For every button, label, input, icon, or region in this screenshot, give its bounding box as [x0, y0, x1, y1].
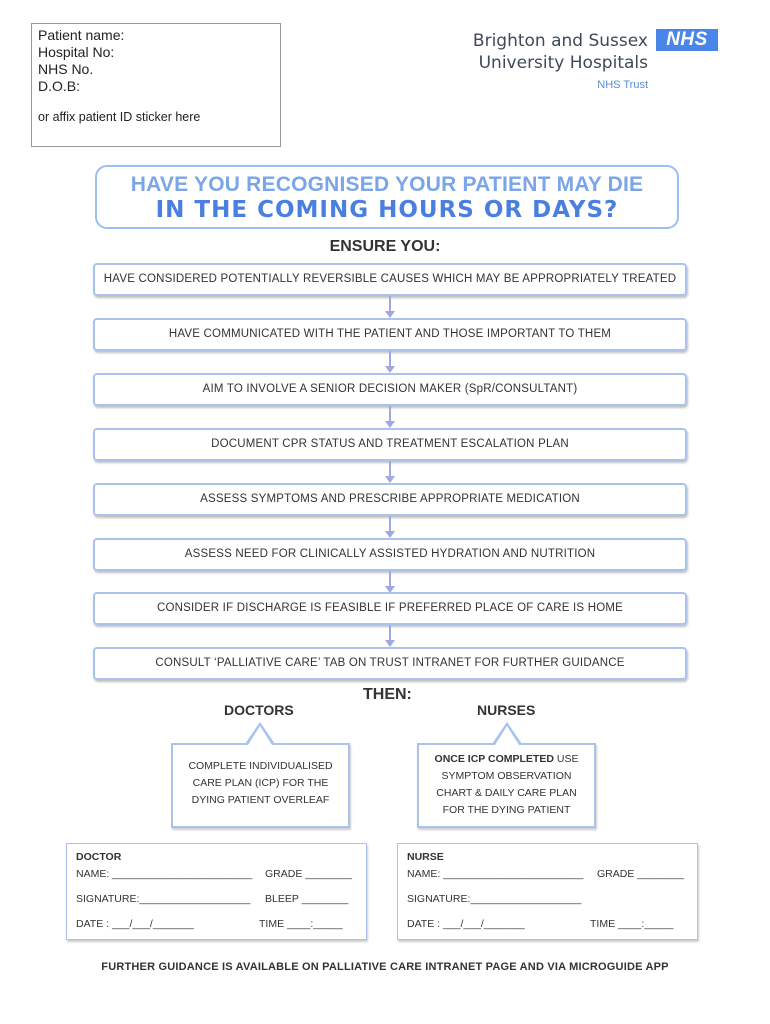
sticker-instruction: or affix patient ID sticker here — [38, 110, 201, 124]
brand-trust — [597, 77, 648, 91]
down-arrow-icon — [385, 421, 395, 428]
step-box: DOCUMENT CPR STATUS AND TREATMENT ESCALATION PLAN — [93, 428, 687, 461]
nurse-instruction-line: CHART & DAILY CARE PLAN — [436, 787, 577, 799]
patient-name-label: Patient name: — [38, 27, 125, 43]
nurse-signature-field[interactable]: SIGNATURE:___________________ — [407, 893, 582, 905]
brand-line-2: University Hospitals — [478, 53, 648, 73]
nurse-grade-field[interactable]: GRADE ________ — [597, 868, 684, 880]
step-box: ASSESS SYMPTOMS AND PRESCRIBE APPROPRIATE MEDICATION — [93, 483, 687, 516]
step-connector — [389, 296, 391, 312]
nurse-signoff-box — [397, 843, 698, 940]
doctor-callout-pointer-fill — [248, 726, 272, 745]
doctor-bleep-field[interactable]: BLEEP ________ — [265, 893, 349, 905]
dob-label: D.O.B: — [38, 78, 81, 94]
down-arrow-icon — [385, 531, 395, 538]
hospital-brand — [473, 30, 648, 74]
nurse-instruction-box — [417, 743, 596, 828]
step-connector — [389, 571, 391, 587]
doctor-name-field[interactable]: NAME: ________________________ — [76, 868, 253, 880]
step-box: CONSIDER IF DISCHARGE IS FEASIBLE IF PREFERRED PLACE OF CARE IS HOME — [93, 592, 687, 625]
nurse-instruction-line: FOR THE DYING PATIENT — [442, 804, 571, 816]
nurse-instruction-bold: ONCE ICP COMPLETED — [434, 753, 554, 765]
down-arrow-icon — [385, 311, 395, 318]
nurse-callout-pointer-fill — [495, 726, 519, 745]
headline-line-1: HAVE YOU RECOGNISED YOUR PATIENT MAY DIE — [130, 173, 644, 196]
patient-id-box[interactable] — [31, 23, 281, 147]
step-box: HAVE CONSIDERED POTENTIALLY REVERSIBLE CAUSES WHICH MAY BE APPROPRIATELY TREATED — [93, 263, 687, 296]
nhs-no-label: NHS No. — [38, 61, 94, 77]
step-box: ASSESS NEED FOR CLINICALLY ASSISTED HYDRATION AND NUTRITION — [93, 538, 687, 571]
doctor-signoff-box — [66, 843, 367, 940]
down-arrow-icon — [385, 476, 395, 483]
step-box: CONSULT ‘PALLIATIVE CARE’ TAB ON TRUST INTRANET FOR FURTHER GUIDANCE — [93, 647, 687, 680]
nurse-signoff-title: NURSE — [407, 851, 444, 863]
doctor-instruction-line: COMPLETE INDIVIDUALISED — [188, 760, 333, 772]
step-connector — [389, 625, 391, 641]
doctors-heading: DOCTORS — [224, 702, 294, 718]
doctor-time-field[interactable]: TIME ____:_____ — [259, 918, 343, 930]
nurse-instruction-rest: USE — [553, 753, 579, 765]
step-box: HAVE COMMUNICATED WITH THE PATIENT AND THOSE IMPORTANT TO THEM — [93, 318, 687, 351]
step-connector — [389, 461, 391, 477]
step-box: AIM TO INVOLVE A SENIOR DECISION MAKER (SpR/CONSULTANT) — [93, 373, 687, 406]
step-connector — [389, 516, 391, 532]
nurse-time-field[interactable]: TIME ____:_____ — [590, 918, 674, 930]
doctor-grade-field[interactable]: GRADE ________ — [265, 868, 352, 880]
nurse-instruction-line: SYMPTOM OBSERVATION — [441, 770, 572, 782]
down-arrow-icon — [385, 640, 395, 647]
headline-box — [95, 165, 679, 229]
nurse-name-field[interactable]: NAME: ________________________ — [407, 868, 584, 880]
nhs-logo: NHS — [656, 29, 718, 51]
nurses-heading: NURSES — [477, 702, 536, 718]
doctor-signoff-title: DOCTOR — [76, 851, 122, 863]
brand-trust-label: NHS Trust — [597, 79, 648, 91]
nurse-date-field[interactable]: DATE : ___/___/_______ — [407, 918, 525, 930]
hospital-no-label: Hospital No: — [38, 44, 115, 60]
doctor-signature-field[interactable]: SIGNATURE:___________________ — [76, 893, 251, 905]
doctor-date-field[interactable]: DATE : ___/___/_______ — [76, 918, 194, 930]
nurse-instruction-line-1 — [419, 751, 594, 768]
then-heading: THEN: — [363, 686, 412, 703]
step-connector — [389, 406, 391, 422]
down-arrow-icon — [385, 366, 395, 373]
step-connector — [389, 351, 391, 367]
doctor-instruction-line: CARE PLAN (ICP) FOR THE — [192, 777, 329, 789]
footer-guidance: FURTHER GUIDANCE IS AVAILABLE ON PALLIATIVE CARE INTRANET PAGE AND VIA MICROGUIDE APP — [101, 961, 669, 973]
ensure-heading: ENSURE YOU: — [329, 238, 441, 255]
brand-line-1: Brighton and Sussex — [472, 31, 648, 51]
doctor-instruction-box — [171, 743, 350, 828]
doctor-instruction-line: DYING PATIENT OVERLEAF — [191, 794, 330, 806]
headline-line-2: IN THE COMING HOURS OR DAYS? — [155, 197, 619, 223]
